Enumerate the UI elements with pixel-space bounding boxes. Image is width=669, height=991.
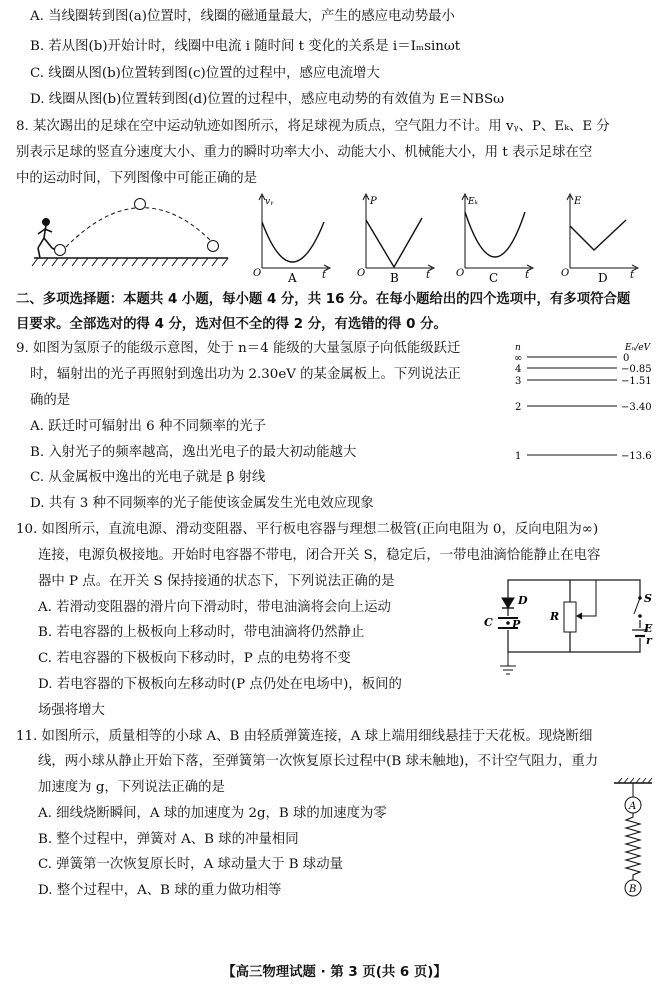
graph-c-letter: C: [489, 271, 499, 284]
svg-text:t: t: [525, 270, 530, 281]
graph-a: [252, 192, 334, 284]
level-e-3: −1.51: [621, 376, 652, 387]
q9-option-d: D. 共有 3 种不同频率的光子能使该金属发生光电效应现象: [30, 496, 374, 511]
level-n-inf: ∞: [514, 353, 523, 364]
energy-level-diagram: [505, 340, 669, 470]
graph-a-letter: A: [288, 271, 297, 284]
q10-option-d: D. 若电容器的下极板向左移动时(P 点仍处在电场中)，板间的: [38, 677, 402, 692]
svg-text:B: B: [629, 884, 637, 895]
level-n-1: 1: [515, 451, 522, 462]
q9-stem-line3: 确的是: [30, 393, 71, 408]
section2-line2: 目要求。全部选对的得 4 分，选对但不全的得 2 分，有选错的得 0 分。: [16, 317, 447, 332]
q7-option-b: B. 若从图(b)开始计时，线圈中电流 i 随时间 t 变化的关系是 i＝Iₘsinωt: [30, 39, 461, 54]
section2-line1: 二、多项选择题：本题共 4 小题，每小题 4 分，共 16 分。在每小题给出的四个选项中，有多项符合题: [16, 292, 631, 307]
q9-option-a: A. 跃迁时可辐射出 6 种不同频率的光子: [30, 419, 267, 434]
q11-option-a: A. 细线烧断瞬间，A 球的加速度为 2g，B 球的加速度为零: [38, 806, 387, 821]
q9-option-b: B. 入射光子的频率越高，逸出光电子的最大初动能越大: [30, 445, 357, 460]
spring-balls-figure: [610, 777, 656, 901]
player-figure: [38, 219, 56, 258]
q11-option-b: B. 整个过程中，弹簧对 A、B 球的冲量相同: [38, 832, 299, 847]
n-header: n: [515, 343, 521, 353]
q8-stem-line2: 别表示足球的竖直分速度大小、重力的瞬时功率大小、动能大小、机械能大小，用 t 表示足球在空: [16, 145, 593, 160]
graph-b-letter: B: [390, 271, 399, 284]
level-e-4: −0.85: [621, 364, 652, 375]
q7-option-a: A. 当线圈转到图(a)位置时，线圈的磁通量最大，产生的感应电动势最小: [30, 9, 455, 24]
svg-text:t: t: [630, 270, 635, 281]
q7-option-d: D. 线圈从图(b)位置转到图(d)位置的过程中，感应电动势的有效值为 E＝NBSω: [30, 92, 505, 107]
spring: [626, 813, 640, 880]
football-trajectory-figure: [30, 192, 230, 272]
svg-text:t: t: [322, 270, 327, 281]
q7-option-c: C. 线圈从图(b)位置转到图(c)位置的过程中，感应电流增大: [30, 66, 380, 81]
svg-text:t: t: [426, 270, 431, 281]
q9-option-c: C. 从金属板中逸出的光电子就是 β 射线: [30, 470, 266, 485]
svg-text:O: O: [357, 268, 366, 279]
label-s: S: [644, 592, 652, 605]
q11-option-d: D. 整个过程中，A、B 球的重力做功相等: [38, 883, 282, 898]
graph-c: [455, 192, 537, 284]
svg-text:O: O: [253, 268, 262, 279]
q9-stem-line1: 9. 如图为氢原子的能级示意图，处于 n＝4 能级的大量氢原子向低能级跃迁: [16, 341, 461, 356]
svg-text:O: O: [456, 268, 465, 279]
level-e-0: 0: [623, 353, 630, 364]
svg-text:P: P: [370, 196, 377, 207]
energy-header: Eₙ/eV: [625, 343, 651, 353]
svg-text:O: O: [561, 268, 570, 279]
q10-option-d-cont: 场强将增大: [38, 703, 105, 718]
svg-text:A: A: [629, 801, 637, 812]
label-c: C: [484, 616, 493, 629]
q10-stem-line3: 器中 P 点。在开关 S 保持接通的状态下，下列说法正确的是: [38, 574, 395, 589]
graph-d-letter: D: [598, 271, 608, 284]
ball-start: [55, 245, 66, 256]
q10-option-c: C. 若电容器的下极板向下移动时，P 点的电势将不变: [38, 651, 351, 666]
q10-stem-line2: 连接，电源负极接地。开始时电容器不带电，闭合开关 S，稳定后，一带电油滴恰能静止在电容: [38, 548, 601, 563]
point-p: [506, 621, 510, 625]
label-e: E: [644, 622, 653, 635]
q11-stem-line1: 11. 如图所示，质量相等的小球 A、B 由轻质弹簧连接，A 球上端用细线悬挂于天花板。现烧断细: [16, 729, 593, 744]
level-n-3: 3: [515, 376, 522, 387]
graph-b: [356, 192, 438, 284]
q10-stem-line1: 10. 如图所示，直流电源、滑动变阻器、平行板电容器与理想二极管(正向电阻为 0，反向电阻为∞): [16, 522, 599, 537]
q11-stem-line2: 线，两小球从静止开始下落，至弹簧第一次恢复原长过程中(B 球未触地)，不计空气阻力，重力: [38, 754, 599, 769]
level-e-1: −13.6: [621, 451, 652, 462]
q10-option-a: A. 若滑动变阻器的滑片向下滑动时，带电油滴将会向上运动: [38, 600, 391, 615]
svg-text:Eₖ: Eₖ: [468, 197, 478, 207]
svg-text:vᵧ: vᵧ: [265, 197, 274, 207]
level-n-4: 4: [515, 364, 522, 375]
q9-stem-line2: 时，辐射出的光子再照射到逸出功为 2.30eV 的某金属板上。下列说法正: [30, 367, 461, 382]
page-footer: 【高三物理试题 · 第 3 页(共 6 页)】: [222, 965, 447, 980]
ball-top: [135, 199, 146, 210]
svg-text:E: E: [574, 196, 582, 207]
label-r: R: [550, 610, 560, 623]
rheostat: [564, 602, 576, 632]
ball-end: [208, 241, 219, 252]
label-p: P: [512, 618, 521, 631]
q8-stem-line1: 8. 某次踢出的足球在空中运动轨迹如图所示，将足球视为质点，空气阻力不计。用 vᵧ、P、Eₖ、E 分: [16, 119, 610, 134]
circuit-diagram: [478, 570, 658, 680]
graph-d: [560, 192, 642, 284]
label-d: D: [518, 594, 528, 607]
q10-option-b: B. 若电容器的上极板向上移动时，带电油滴将仍然静止: [38, 625, 365, 640]
level-e-2: −3.40: [621, 402, 652, 413]
q11-stem-line3: 加速度为 g，下列说法正确的是: [38, 780, 225, 795]
q11-option-c: C. 弹簧第一次恢复原长时，A 球动量大于 B 球动量: [38, 857, 343, 872]
diode-symbol: [502, 598, 514, 608]
level-n-2: 2: [515, 402, 522, 413]
label-r-internal: r: [646, 634, 652, 647]
q8-stem-line3: 中的运动时间，下列图像中可能正确的是: [16, 171, 258, 186]
